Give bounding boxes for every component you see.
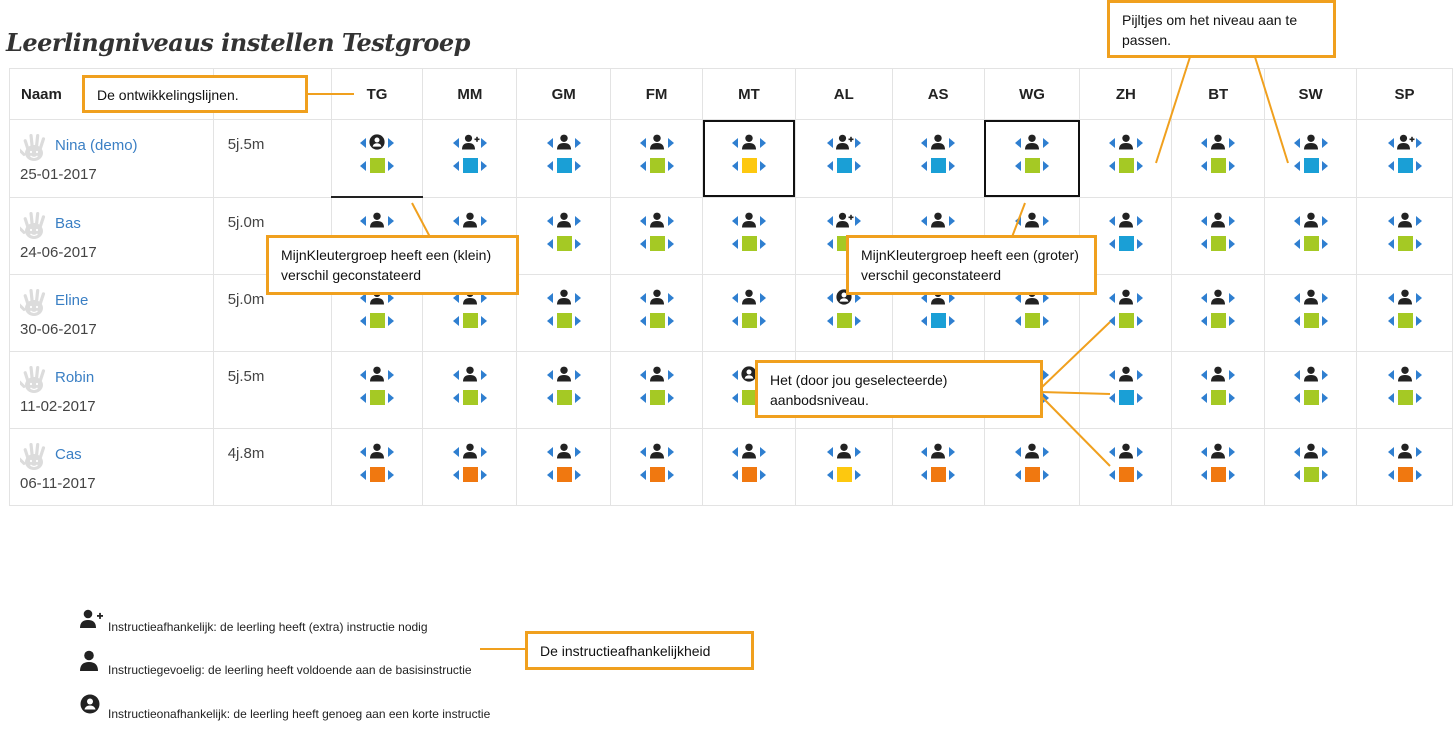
column-header[interactable]: MT [703,69,796,120]
student-birthdate: 30-06-2017 [20,321,97,338]
person-plus-icon [80,609,104,629]
person-circle-icon [80,694,100,714]
legend-text: Instructieafhankelijk: de leerling heeft (extra) instructie nodig [108,620,428,634]
student-age: 5j.0m [227,213,265,231]
student-name-link[interactable]: Bas [55,214,81,232]
callout-selected-level: Het (door jou geselecteerde) aanbodsniveau. [755,360,1043,418]
callout-small-difference: MijnKleutergroep heeft een (klein) verschil geconstateerd [266,235,519,295]
legend-text: Instructiegevoelig: de leerling heeft voldoende aan de basisinstructie [108,663,472,677]
student-name-link[interactable]: Robin [55,369,95,386]
column-header[interactable]: ZH [1080,69,1172,120]
student-birthdate: 24-06-2017 [20,243,97,261]
student-name-link[interactable]: Eline [55,292,89,309]
column-header[interactable]: TG [331,69,423,120]
student-birthdate: 06-11-2017 [20,475,96,492]
callout-instruction-dependency: De instructieafhankelijkheid [525,631,754,670]
name-column-header[interactable]: Naam [10,69,214,120]
student-birthdate: 25-01-2017 [20,166,97,183]
student-age: 5j.5m [227,136,265,153]
legend-text: Instructieonafhankelijk: de leerling heeft genoeg aan een korte instructie [108,707,491,721]
column-header[interactable]: GM [517,69,611,120]
callout-development-lines: De ontwikkelingslijnen. [82,75,308,113]
person-icon [80,650,100,672]
student-age: 4j.8m [227,445,265,462]
column-header[interactable]: FM [611,69,703,120]
column-header[interactable]: AS [892,69,984,120]
student-name-link[interactable]: Cas [55,446,82,463]
callout-arrows: Pijltjes om het niveau aan te passen. [1107,0,1336,58]
column-header[interactable]: SP [1357,69,1453,120]
column-header[interactable]: BT [1172,69,1265,120]
callout-big-difference: MijnKleutergroep heeft een (groter) verschil geconstateerd [846,235,1097,295]
column-header[interactable]: WG [984,69,1080,120]
page-title: Leerlingniveaus instellen Testgroep [6,28,470,57]
student-age: 5j.0m [227,291,265,308]
student-name-link[interactable]: Nina (demo) [55,137,138,154]
column-header[interactable]: AL [795,69,892,120]
student-birthdate: 11-02-2017 [20,398,96,415]
column-header[interactable]: SW [1265,69,1357,120]
column-header[interactable]: MM [423,69,517,120]
student-age: 5j.5m [227,368,265,385]
